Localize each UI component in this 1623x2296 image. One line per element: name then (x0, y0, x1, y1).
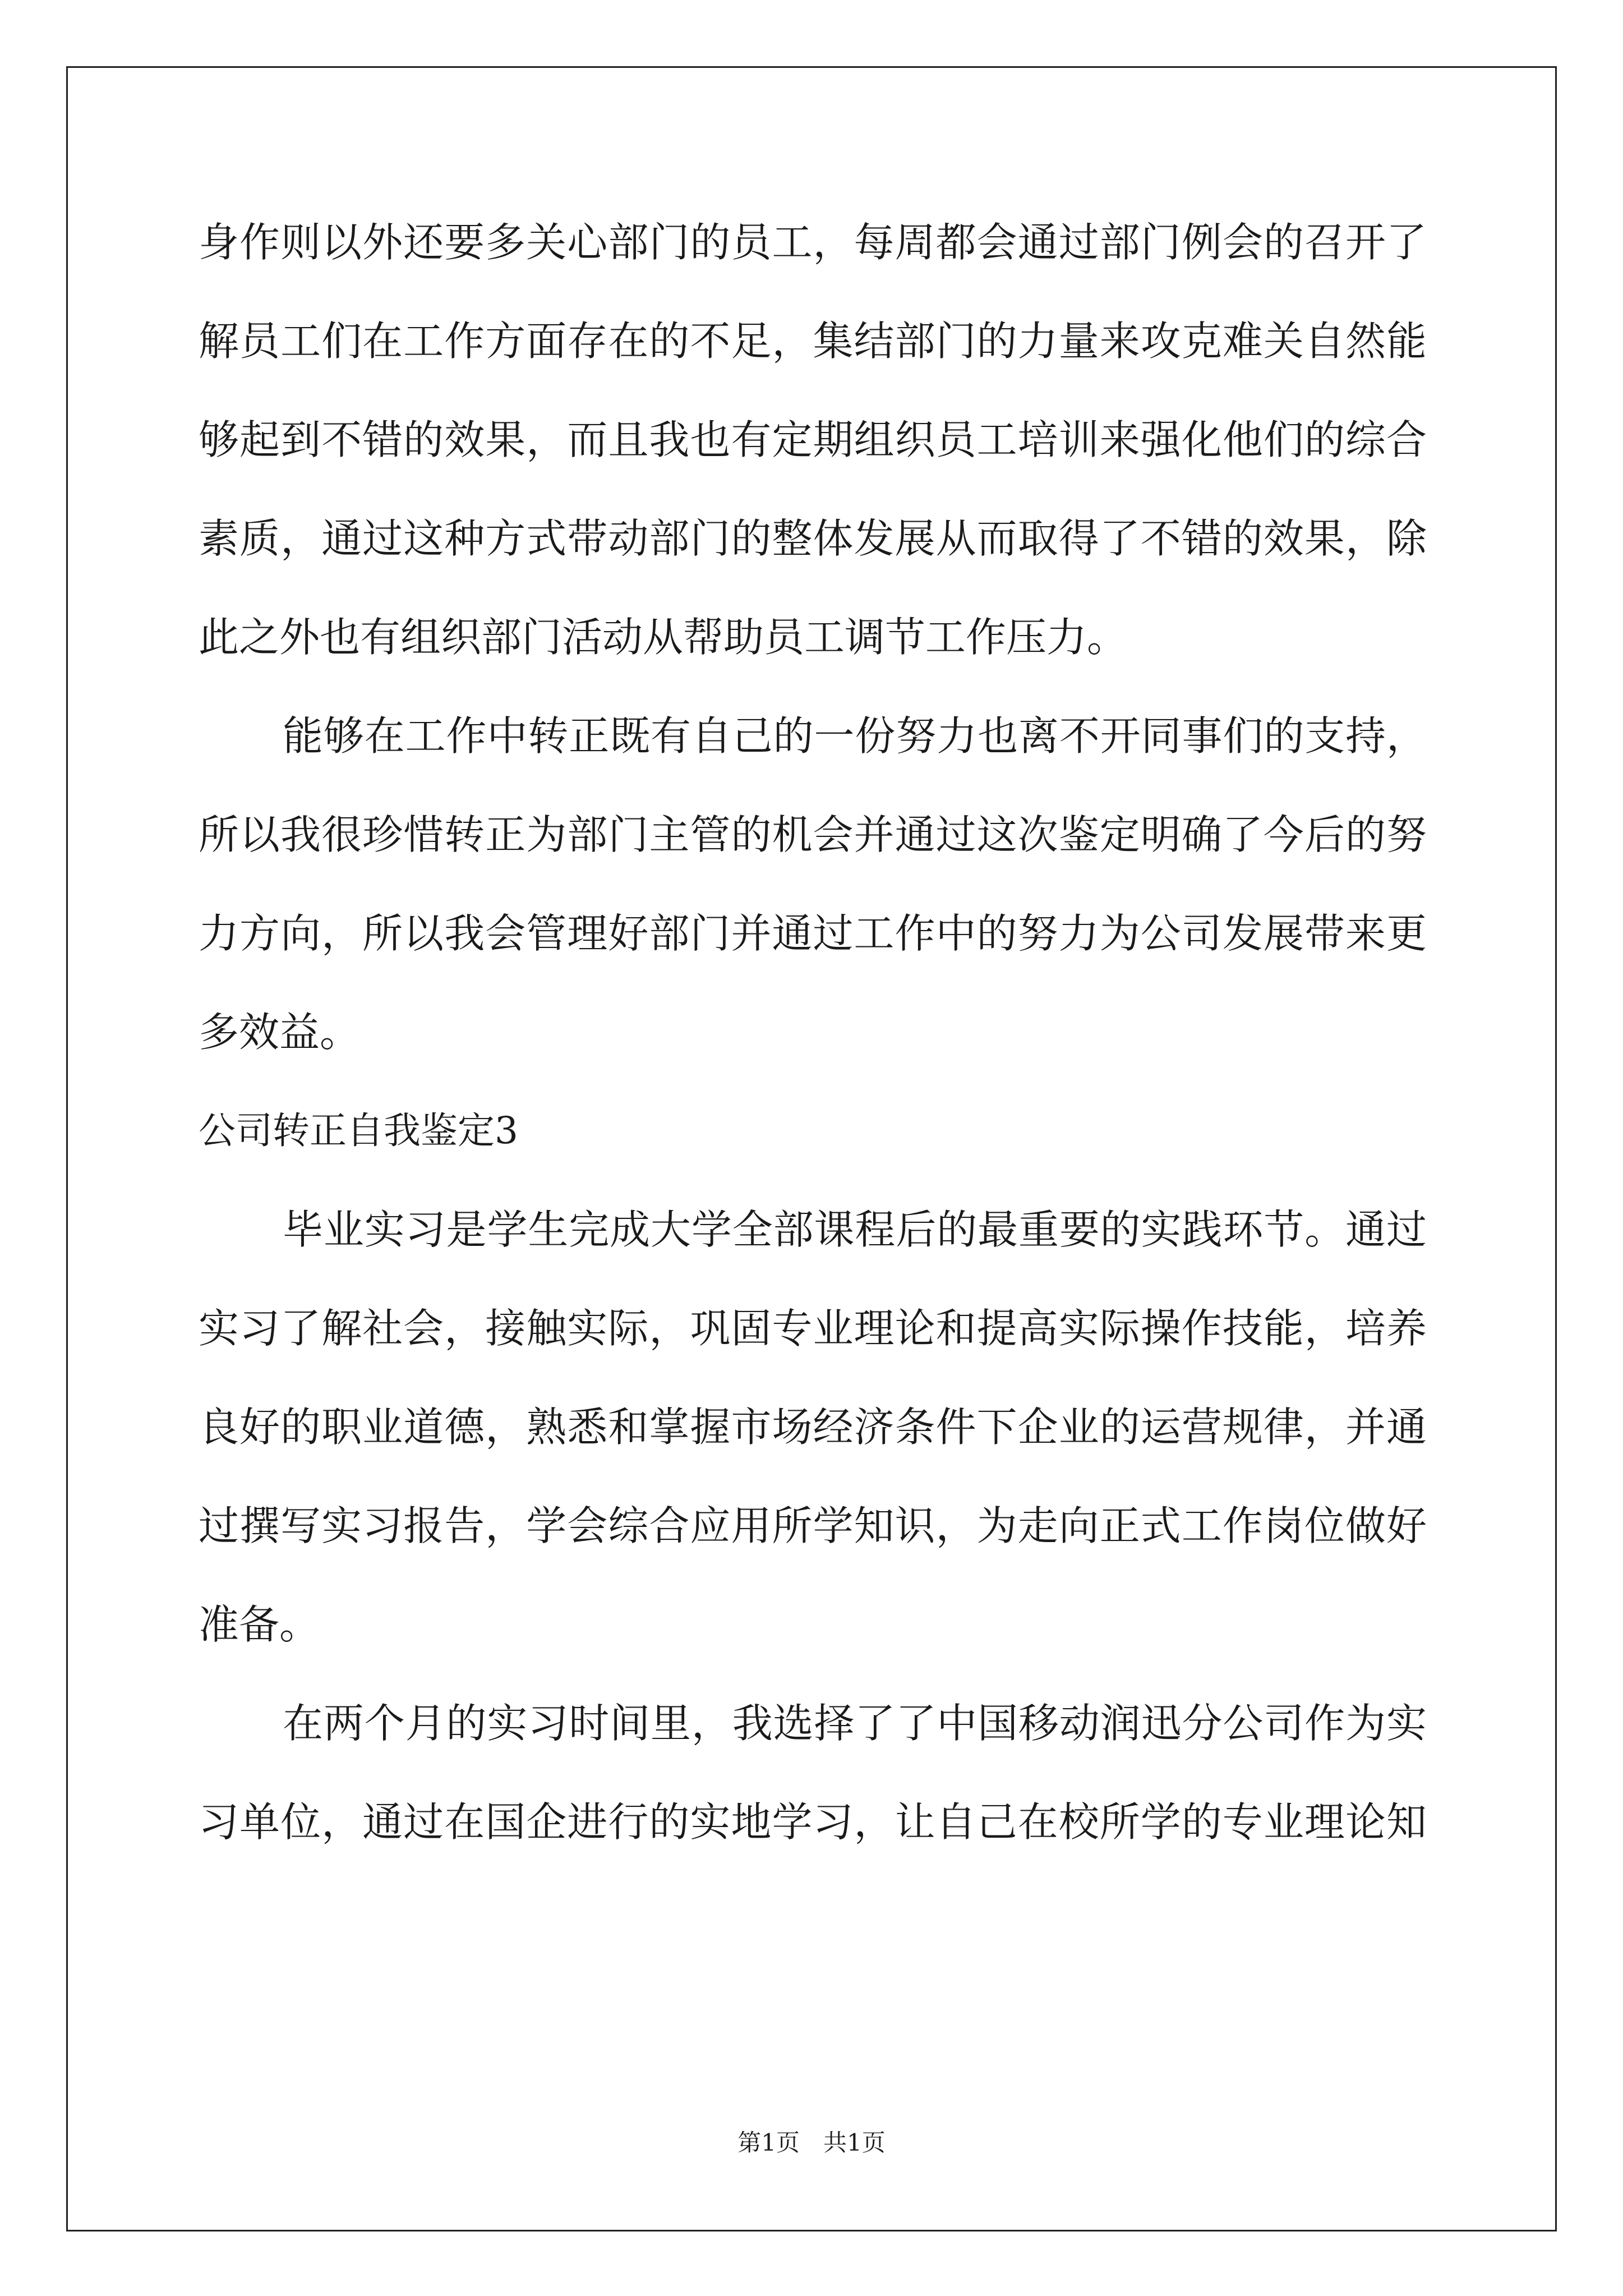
text-line: 解员工们在工作方面存在的不足，集结部门的力量来攻克难关自然能 (199, 318, 1427, 365)
text-line: 素质，通过这种方式带动部门的整体发展从而取得了不错的效果，除 (199, 515, 1427, 562)
text-line: 够起到不错的效果，而且我也有定期组织员工培训来强化他们的综合 (199, 416, 1427, 463)
text-line: 身作则以外还要多关心部门的员工，每周都会通过部门例会的召开了 (199, 219, 1427, 266)
section-heading: 公司转正自我鉴定3 (199, 1109, 518, 1152)
text-line: 在两个月的实习时间里，我选择了了中国移动润迅分公司作为实 (283, 1700, 1427, 1747)
text-line: 准备。 (199, 1601, 320, 1648)
text-line: 多效益。 (199, 1009, 361, 1056)
text-line: 毕业实习是学生完成大学全部课程后的最重要的实践环节。通过 (283, 1206, 1427, 1253)
text-line: 所以我很珍惜转正为部门主管的机会并通过这次鉴定明确了今后的努 (199, 811, 1427, 858)
page-footer: 第1页 共1页 (737, 2129, 886, 2156)
text-line: 习单位，通过在国企进行的实地学习，让自己在校所学的专业理论知 (199, 1798, 1427, 1846)
text-line: 良好的职业道德，熟悉和掌握市场经济条件下企业的运营规律，并通 (199, 1404, 1427, 1451)
text-line: 此之外也有组织部门活动从帮助员工调节工作压力。 (199, 614, 1128, 661)
text-line: 能够在工作中转正既有自己的一份努力也离不开同事们的支持， (283, 712, 1427, 760)
text-line: 力方向，所以我会管理好部门并通过工作中的努力为公司发展带来更 (199, 910, 1427, 957)
text-line: 过撰写实习报告，学会综合应用所学知识，为走向正式工作岗位做好 (199, 1502, 1427, 1549)
text-line: 实习了解社会，接触实际，巩固专业理论和提高实际操作技能，培养 (199, 1305, 1427, 1352)
